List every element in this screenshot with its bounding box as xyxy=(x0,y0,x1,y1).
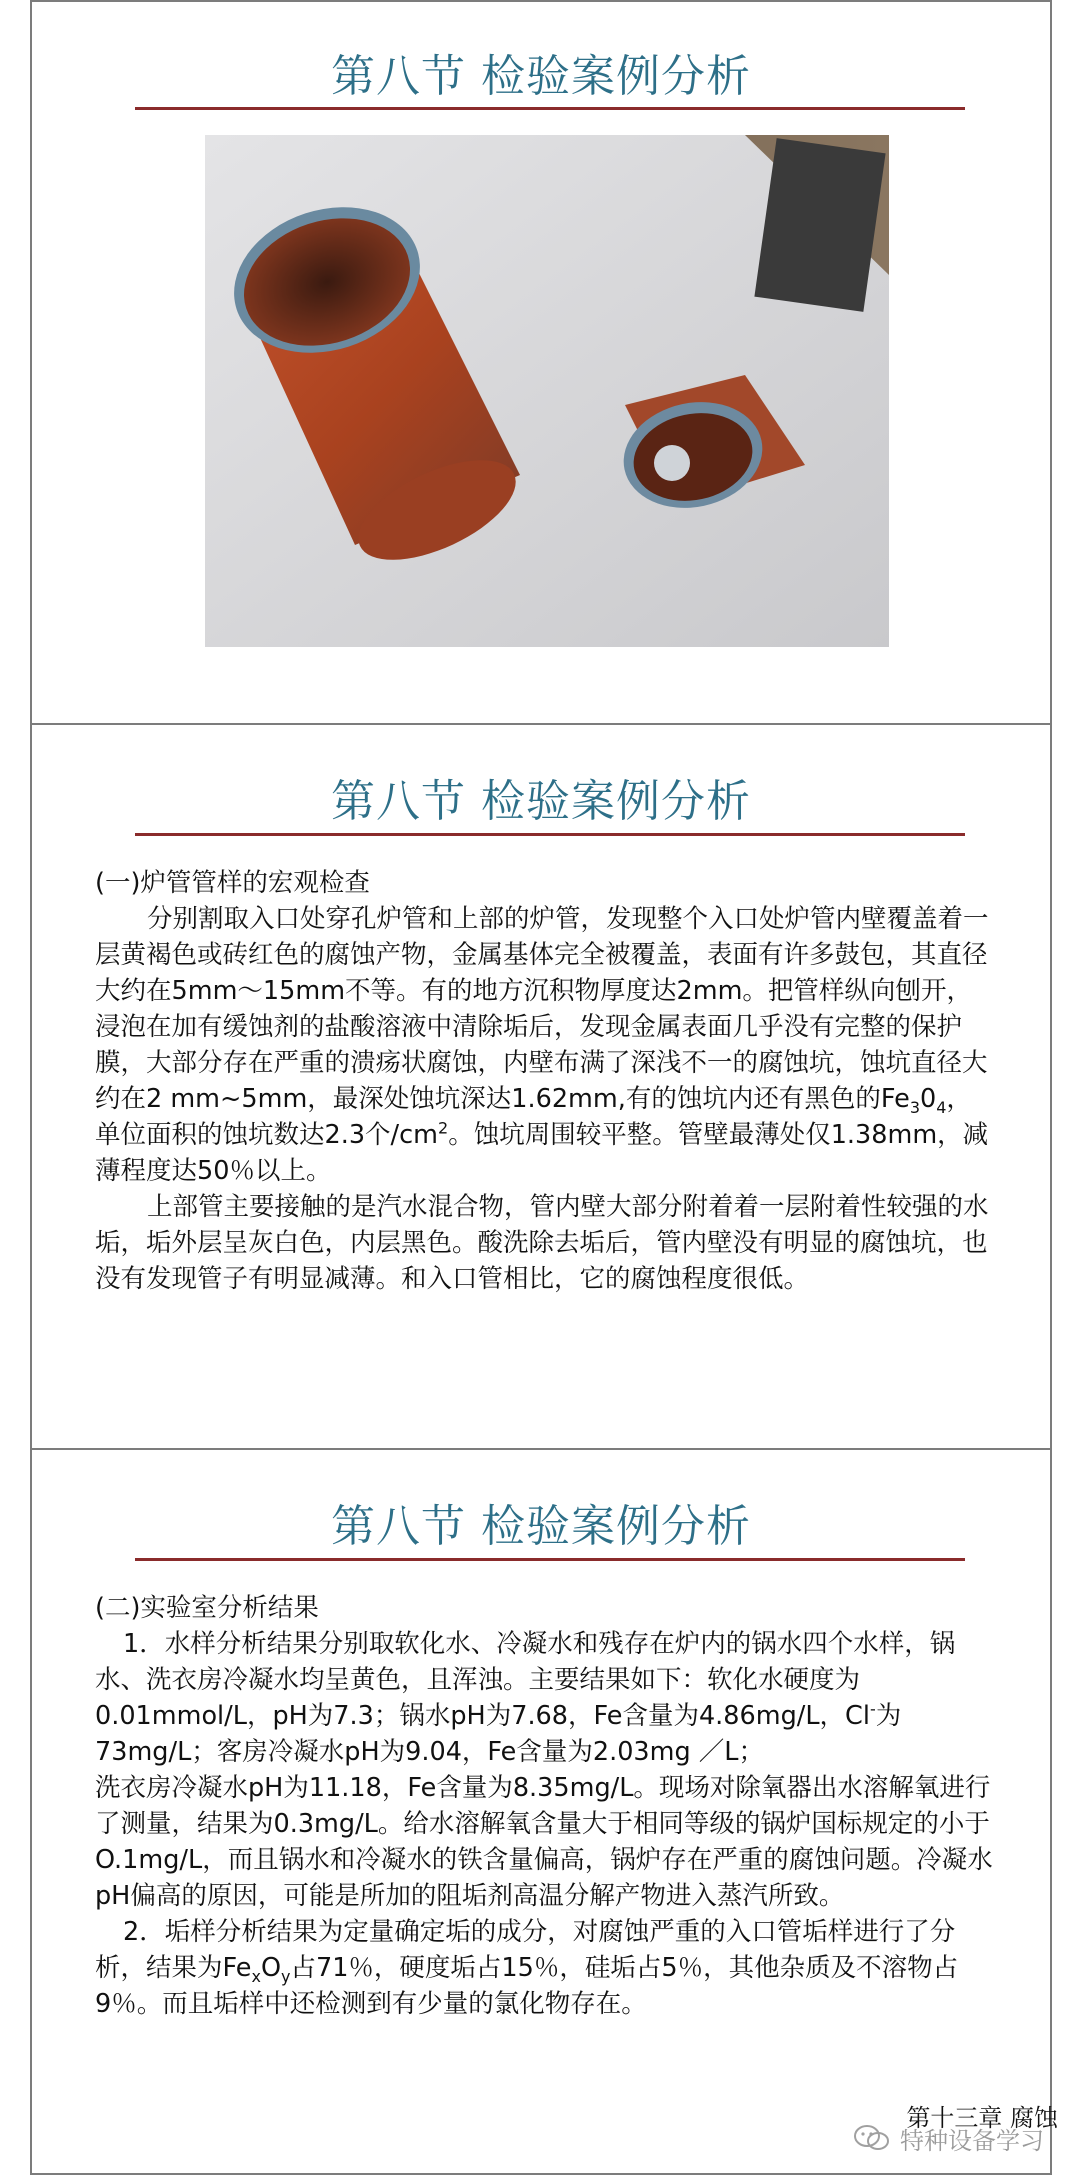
title-divider xyxy=(135,833,965,836)
slide-2 xyxy=(30,723,1052,1450)
text-run: ，单位面积的蚀坑数达2.3个/cm xyxy=(95,1084,972,1150)
superscript: - xyxy=(869,1699,876,1719)
slide-title: 第八节 检验案例分析 xyxy=(331,1501,751,1552)
subscript: 3 xyxy=(909,1098,920,1118)
slide-title: 第八节 检验案例分析 xyxy=(331,776,751,827)
text-run: 1．水样分析结果分别取软化水、冷凝水和残存在炉内的锅水四个水样，锅水、洗衣房冷凝水均呈黄色，且浑浊。主要结果如下：软化水硬度为0.01mmol/L，pH为7.3；锅水pH为7.68，Fe含量为4.86mg/L，Cl xyxy=(95,1629,956,1731)
corroded-pipes-photo xyxy=(205,135,889,647)
paragraph-water-analysis xyxy=(95,1626,995,1770)
text-run: 占71％，硬度垢占15％，硅垢占5％，其他杂质及不溶物占9％。而且垢样中还检测到有少量的氯化物存在。 xyxy=(95,1953,959,2019)
superscript: 2 xyxy=(438,1118,449,1138)
subscript: y xyxy=(281,1967,291,1987)
text-run: 2．垢样分析结果为定量确定垢的成分，对腐蚀严重的入口管垢样进行了分析，结果为Fe xyxy=(95,1917,956,1983)
slide-body xyxy=(95,1590,995,2022)
text-run: O xyxy=(260,1953,282,1983)
wechat-icon xyxy=(852,2123,892,2153)
watermark-text: 特种设备学习 xyxy=(900,2126,1044,2155)
title-divider xyxy=(135,107,965,110)
paragraph-scale-analysis xyxy=(95,1914,995,2022)
title-divider xyxy=(135,1558,965,1561)
subscript: x xyxy=(251,1967,261,1987)
paragraph-laundry-condensate: 洗衣房冷凝水pH为11.18，Fe含量为8.35mg/L。现场对除氧器出水溶解氧进行了测量，结果为0.3mg/L。给水溶解氧含量大于相同等级的锅炉国标规定的小于O.1mg/L，而且锅水和冷凝水的铁含量偏高，锅炉存在严重的腐蚀问题。冷凝水pH偏高的原因，可能是所加的阻垢剂高温分解产物进入蒸汽所致。 xyxy=(95,1773,993,1911)
slide-body xyxy=(95,865,995,1297)
section-heading: (二)实验室分析结果 xyxy=(95,1593,319,1623)
slide-3 xyxy=(30,1448,1058,2175)
paragraph-inlet-tube xyxy=(95,901,995,1189)
slide-title: 第八节 检验案例分析 xyxy=(331,51,751,102)
watermark xyxy=(852,2118,1044,2158)
section-heading: (一)炉管管样的宏观检查 xyxy=(95,868,370,898)
text-run: 。蚀坑周围较平整。管壁最薄处仅1.38mm，减薄程度达50％以上。 xyxy=(95,1120,989,1186)
text-run: 分别割取入口处穿孔炉管和上部的炉管，发现整个入口处炉管内壁覆盖着一层黄褐色或砖红色的腐蚀产物，金属基体完全被覆盖，表面有许多鼓包，其直径大约在5mm～15mm不等。有的地方沉积物厚度达2mm。把管样纵向刨开，浸泡在加有缓蚀剂的盐酸溶液中清除垢后，发现金属表面几乎没有完整的保护膜，大部分存在严重的溃疡状腐蚀，内壁布满了深浅不一的腐蚀坑，蚀坑直径大约在2 mm~5mm，最深处蚀坑深达1.62mm,有的蚀坑内还有黑色的Fe xyxy=(95,904,989,1114)
pipes-illustration xyxy=(205,135,889,647)
paragraph-upper-tube: 上部管主要接触的是汽水混合物，管内壁大部分附着着一层附着性较强的水垢，垢外层呈灰白色，内层黑色。酸洗除去垢后，管内壁没有明显的腐蚀坑，也没有发现管子有明显减薄。和入口管相比，它的腐蚀程度很低。 xyxy=(95,1192,989,1294)
text-run: 为73mg/L；客房冷凝水pH为9.04，Fe含量为2.03mg ／L； xyxy=(95,1701,902,1767)
text-run: 0 xyxy=(920,1084,937,1114)
subscript: 4 xyxy=(936,1098,947,1118)
slide-1 xyxy=(30,0,1052,725)
chapter-footer: 第十三章 腐蚀 xyxy=(906,2104,1058,2132)
